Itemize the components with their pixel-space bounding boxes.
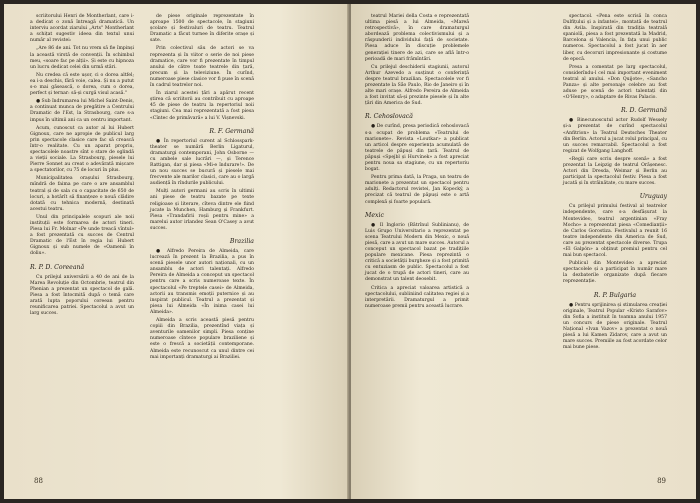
section-heading: R. P. D. Coreeană	[30, 263, 85, 271]
paragraph: Cu prilejul primului festival al teatrelor independente, care s-a desfășurat la Montevideo, teatrul argentinian «Fray Mocho» a reprezentat piesa «Comedianții» de Carlos Gorostiza. Festivalul a reunit 16 teatre independente din America de Sud, care au prezentat spectacole diverse. Trupa «El Galpón» a obținut premiul pentru cel mai bun spectacol.	[563, 204, 667, 259]
right-page	[351, 4, 696, 499]
page-number: 88	[34, 477, 43, 485]
left-page	[4, 4, 349, 499]
paragraph: ● Pentru sprijinirea și stimularea creației originale, Teatrul Popular «Kristo Sarafov» din Sofia a instituit în toamna anului 1957 un concurs de piese originale. Teatrul Național «Ivan Vazov» a prezentat o nouă piesă a lui Kamen Zidarov, care a avut un mare succes. Premiile au fost acordate celor mai bune piese.	[563, 302, 667, 351]
section-heading: R. Cehoslovacă	[365, 113, 413, 121]
paragraph: Nu credea că este ușor, ci o dorea altfel; ea i-a deschis, fără voie, calea. Și nu a putut s-o mai găsească, o dorea, cum o dorea, perfect și ternar: să-și curgă visul acasă."	[30, 72, 134, 97]
section-heading: Mexic	[365, 211, 384, 219]
paragraph: teatrul Mariei della Costa e reprezentată ultima piesă a lui Almeida, «Mareă retrospectivă», în care dramaturgul abordează problema colectivismului și a răspunderii individului față de societate. Piesa aduce în discuție problemele generației tinere de azi, care se află într-o perioadă de mari frămîntări.	[365, 14, 469, 62]
paragraph: Mulți autori germani au scris în ultimii ani piese de teatru bazate pe texte religioase și literare, cîteva dintre ele fiind jucate la Munchen, Hamburg și Frankfurt. Piesa «Trandafirii roșii pentru mine» a marelui autor irlandez Sean O'Casey a avut succes.	[150, 189, 254, 231]
section-heading: Uruguay	[639, 193, 667, 201]
section-heading: R. D. Germană	[620, 107, 667, 115]
paragraph: ● În repertoriul curent al Schlosspark-theater se numără Berlin Ligaturul, dramaturgi contemporani, John Osborne — cu ambele sale lucrări —, și Terence Rattigan, dar și piesa «Mi-e îndurare!». De un nou succes se bucură și piesele mai frecvente ale marilor clasici, care au o largă audiență în rîndurile publicului.	[150, 138, 254, 187]
paragraph: Prin colectivul său de actori se va reprezenta și în viitor o serie de noi piese dramatice, care vor fi prezentate în timpul anului de către toate teatrele din țară, precum și la televiziune. În curînd, numeroase piese clasice vor fi puse în scenă în cadrul teatrelor noi.	[150, 46, 254, 89]
paragraph: spectacol. «Pena este scrisă în conca Dulfițului și a infantei», montată de teatrul din Avila. Inspirată din tradiția teatrală spaniolă, piesa a fost prezentată la Madrid, Barcelona și Valencia, în fața unui public numeros. Spectacolul a fost jucat în aer liber, cu decoruri impresionante și costume de epocă.	[563, 14, 667, 62]
section-heading: R. F. Germană	[209, 127, 254, 135]
paragraph: Acum, cunoscut ca autor al lui Hubert Gignoux, care ne apropie de publicul larg prin spectacole clasice care fac să crească într-o realitate. Cu un aparat propriu, spectacolele noastre sînt o stare de oglindă a vieții sociale. La Strasbourg, piesele lui Pierre Sonnet au creat o adevărată mișcare a spectatorilor, cu 75 de locuri în plus.	[30, 125, 134, 174]
paragraph: Critica a apreciat valoarea artistică a spectacolului, subliniind calitatea regiei și a interpretării. Dramaturgul a primit numeroase premii pentru această lucrare.	[365, 285, 469, 309]
paragraph: Presa a comentat pe larg spectacolul, considerîndu-l cel mai important eveniment teatral al anului. «Don Quijote», «Sancho Panza» și alte personaje celebre au fost aduse pe scenă de actori talentați din «O'Henry», o adaptare de Rivas Palacio.	[563, 64, 667, 101]
left-column-1	[30, 14, 134, 319]
paragraph: ● Sub îndrumarea lui Michel Saint-Denis, a continuat munca de pregătire a Centrului Dramatic de l'Est, la Strasbourg, care s-a impus în ultimii ani ca un centru important.	[30, 99, 134, 123]
page-number: 89	[657, 477, 666, 485]
section-heading: R. P. Bulgaria	[593, 291, 637, 299]
paragraph: ● De curînd, presa periodică cehoslovacă s-a ocupat de problema «Teatrului de marionete». Revista «Loutkar» a publicat un articol despre experiența acumulată de teatrele de păpuși din țară. Teatrul de păpuși «Spejbl și Hurvínek» a fost apreciat pentru noua sa stagiune, cu un repertoriu bogat.	[365, 124, 469, 173]
paragraph: ● Alfredo Pereira de Almeida, care lucrează în prezent la Brazilia, a pus în scenă piesele unor autori naționali, cu un ansamblu de actori talentați. Alfredo Pereira de Almeida a conceput un spectacol pentru care a scris numeroase texte. În spectacolul «Pe treptele casei» de Almeida, actorii au transmis emoții puternice și au inspirat publicul. Teatrul a prezentat și piesa lui Almeida «În inima casei lui Almeida».	[150, 249, 254, 315]
paragraph: «Regii care scriu despre scenă» a fost prezentat la Leipzig de teatrul Orășenesc. Actori din Dresda, Weimar și Berlin au participat la spectacolul festiv. Piesa a fost jucată și în străinătate, cu mare succes.	[563, 156, 667, 187]
paragraph: scriitorului Henri de Montherlant, care i-a dedicat o zonă întreagă dramatică. Un interviu acordat ziarului „Arts" Montherlant a schițat sugestiv ideea din textul unui număr al revistei:	[30, 14, 134, 44]
right-column-1	[365, 14, 469, 312]
paragraph: Publicul din Montevideo a apreciat spectacolele și a participat în număr mare la dezbaterile organizate după fiecare reprezentație.	[563, 261, 667, 285]
section-heading: Brazilia	[229, 238, 254, 245]
paragraph: Cu prilejul deschiderii stagiunii, autorul Arthur Azevedo a susținut o conferință despre teatrul brazilian. Spectacolele vor fi prezentate la São Paulo, Rio de Janeiro și în alte mari orașe. Alfredo Pereira de Almeida a fost invitat să-și prezinte piesele și în alte țări din America de Sud.	[365, 64, 469, 107]
paragraph: Pentru prima dată, la Praga, un teatru de marionete a prezentat un spectacol pentru adulți. Redactorul revistei, Jan Kopecký, a precizat că teatrul de păpuși este o artă complexă și foarte populară.	[365, 175, 469, 205]
paragraph: de piese originale reprezentate în aproape 1500 de spectacole, în stagiuni școlare și festivaluri de teatru. Teatrul Dramatic a făcut turnee în diferite orașe și sate.	[150, 14, 254, 44]
paragraph: ● Il Inglorio (Bătrînul Sublinianu), de Luis Grupo Universitario a reprezentat pe scena Teatrului Modern din Mexic, o nouă piesă, care a avut un mare succes. Autorul a conceput un spectacol bazat pe tradițiile populare mexicane. Piesa reprezintă o critică a societății burgheze și a fost primită cu entuziasm de public. Spectacolul a fost jucat de o trupă de actori tineri, care au demonstrat un talent deosebit.	[365, 222, 469, 283]
left-column-2	[150, 14, 254, 363]
book-spread	[4, 4, 696, 499]
paragraph: Municipalitatea orașului Strasbourg, mîndră de faima pe care o are ansamblul teatral și de sala cu o capacitate de 650 de locuri, a hotărît să finanțeze o nouă clădire dotată cu tehnica modernă, destinată acestui teatru.	[30, 176, 134, 212]
paragraph: Cu prilejul aniversării a 40 de ani de la Marea Revoluție din Octombrie, teatrul din Phenian a prezentat un spectacol de gală. Piesa a fost întocmită după o temă care arată lupta poporului coreean pentru reunificarea patriei. Spectacolul a avut un larg succes.	[30, 274, 134, 317]
paragraph: Almeida a scris această piesă pentru copiii din Brazilia, prezentînd viața și aventurile oamenilor simpli. Piesa conține numeroase cîntece populare braziliene și este o frescă a societății contemporane. Almeida este recunoscut ca unul dintre cei mai importanți dramaturgi ai Braziliei.	[150, 318, 254, 360]
paragraph: Unul din principalele scopuri ale noii instituții este formarea de actori tineri. Piesa lui Fr. Molnar «Pe unde treacă vîntul» a fost prezentată cu succes de Centrul Dramatic de l'Est în regia lui Hubert Gignoux și sub numele de «Oamenii în doliu».	[30, 214, 134, 257]
paragraph: ● Binecunoscutul actor Rudolf Wessely și-a prezentat de curînd spectacolul «Anfitrion» la Teatrul Deutsches Theater din Berlin. Actorul a jucat rolul principal, cu un succes remarcabil. Spectacolul a fost regizat de Wolfgang Langhoff.	[563, 118, 667, 154]
paragraph: „Are 86 de ani. Tot nu vrem să fie împinși la această virstă de convenții. În schimbul meu, «soare fac pe alții». Și este cu hipnoza un lucru dedicat celei din urmă stări.	[30, 46, 134, 70]
right-column-2	[563, 14, 667, 353]
paragraph: În ziarul acestei țări a apărut recent știrea că scriitorii au contribuit cu aproape 45 de piese de teatru la repertoriul noii stagiuni. Cea mai reprezentată a fost piesa «Cîntec de primăvară» a lui V. Vișnevski.	[150, 91, 254, 121]
